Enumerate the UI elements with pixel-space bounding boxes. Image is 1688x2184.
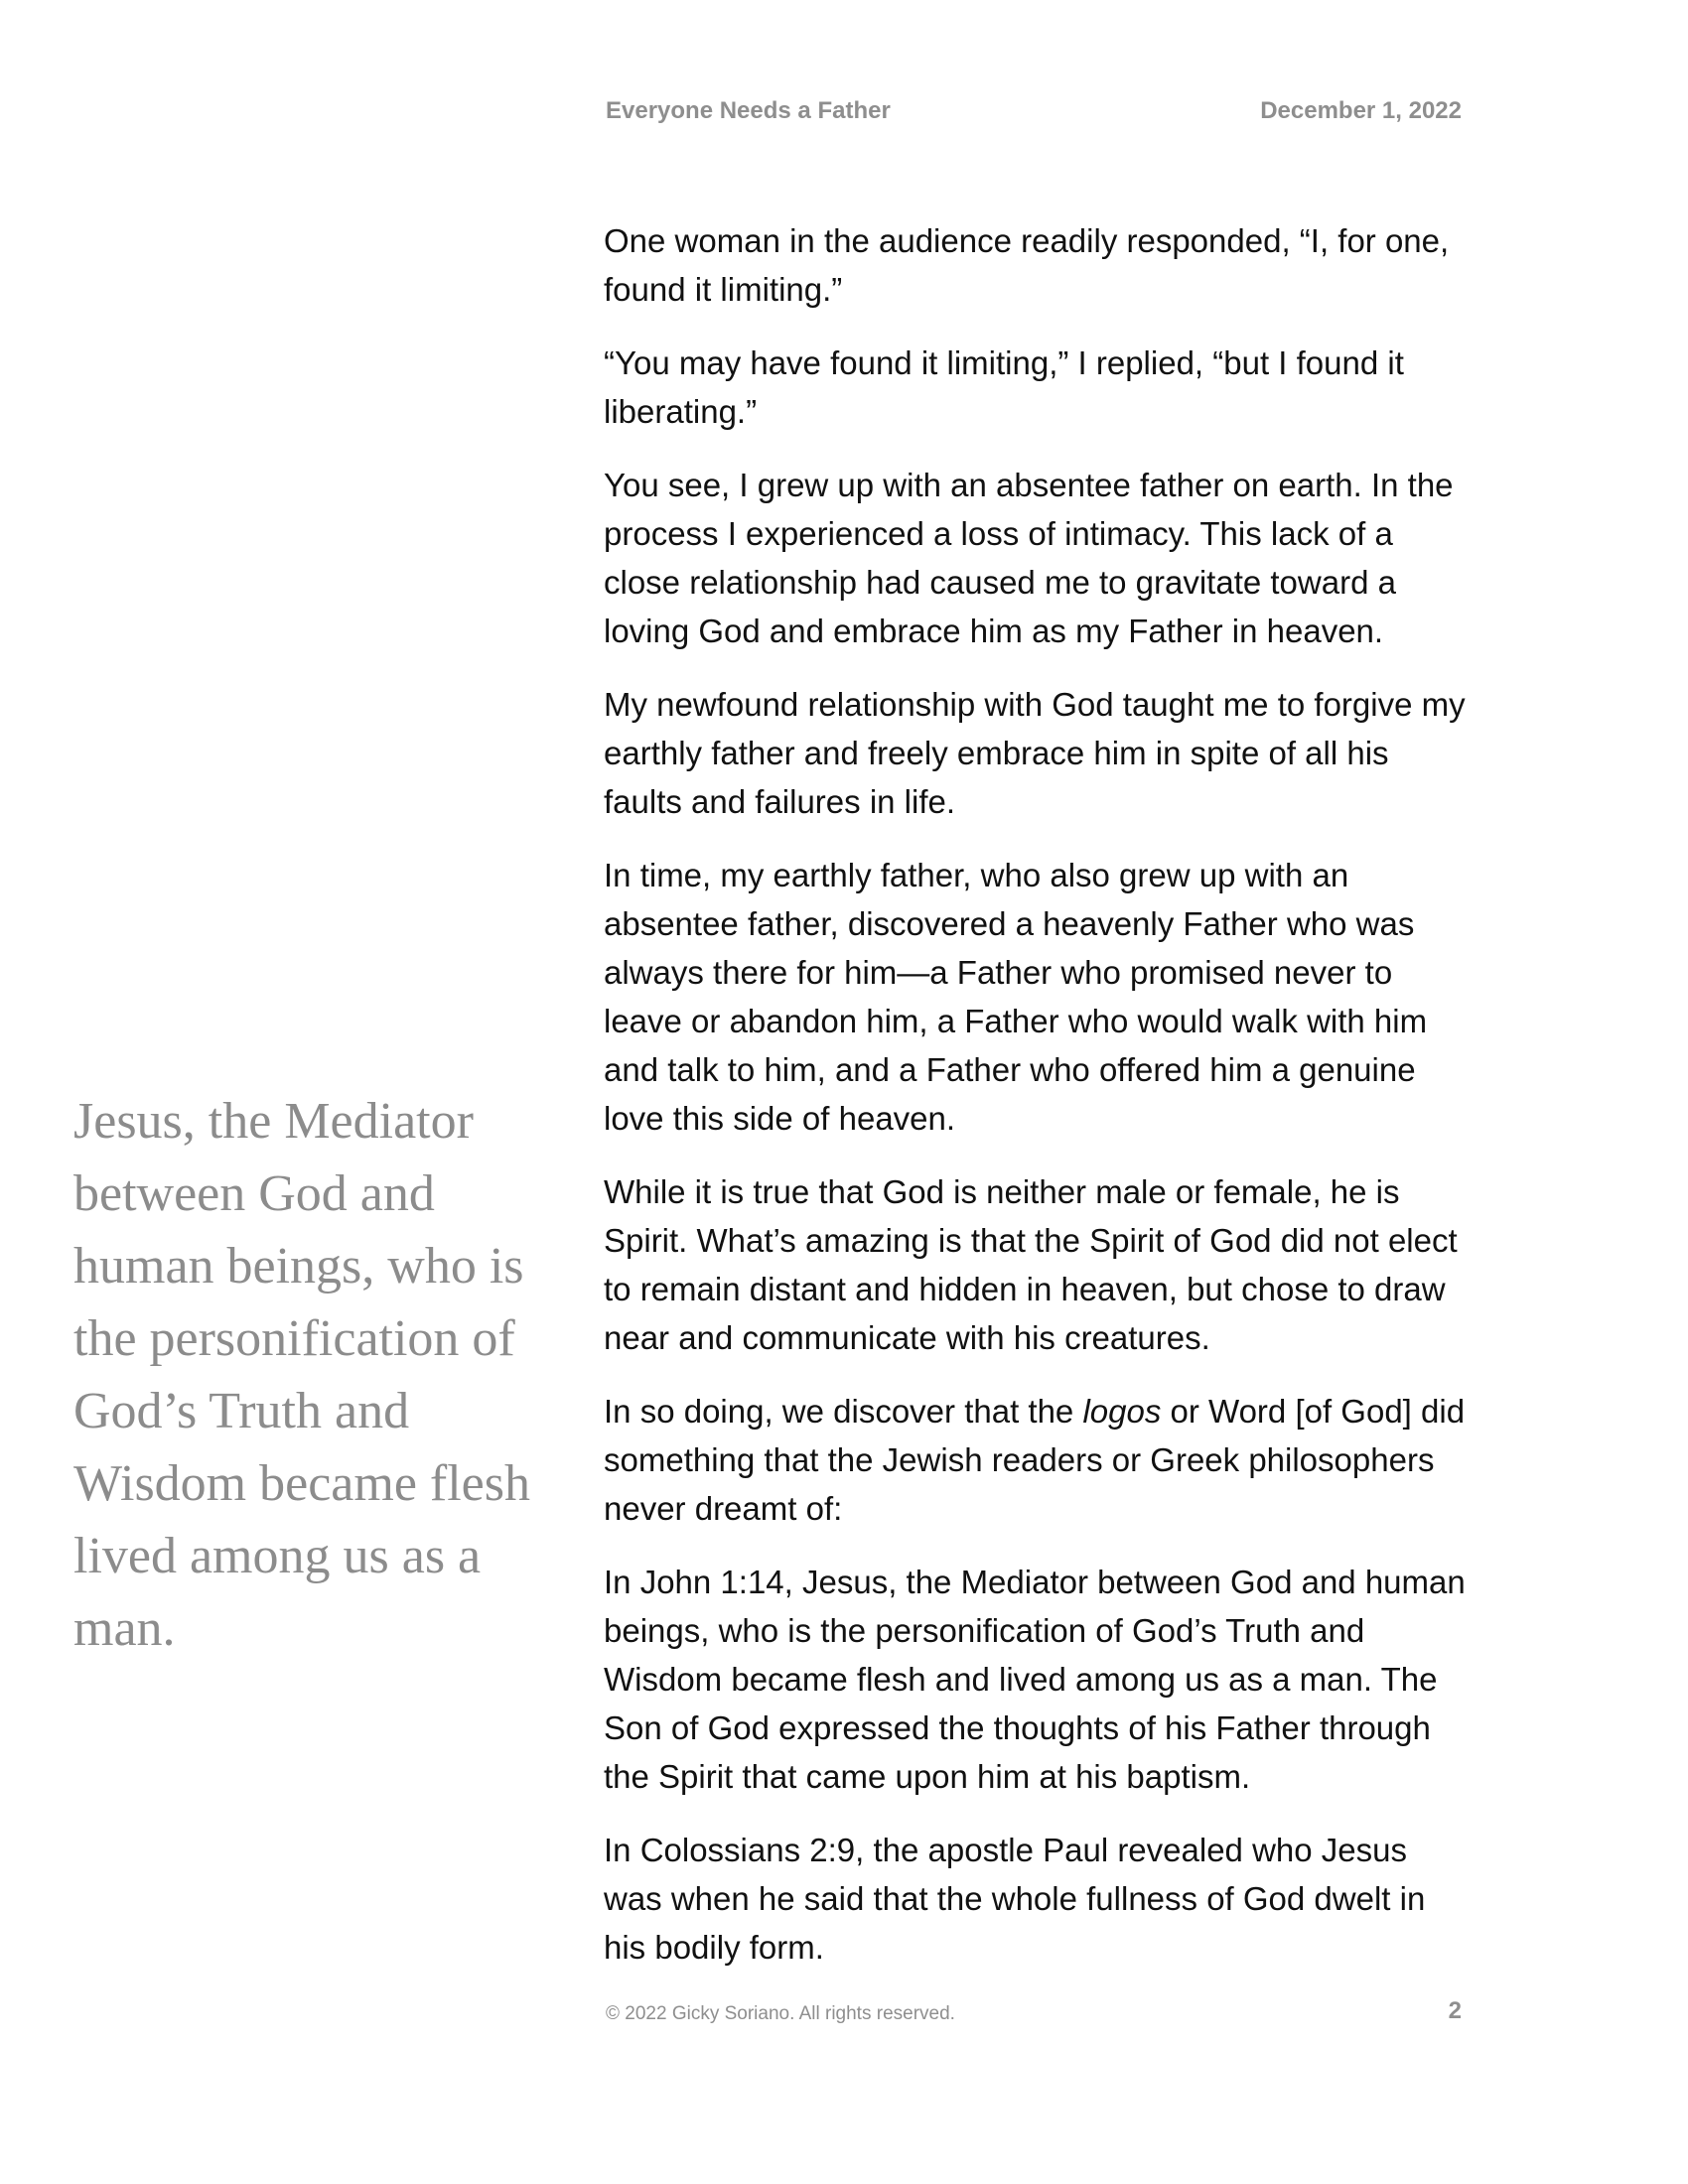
- page-header: [606, 97, 1462, 137]
- paragraph: In John 1:14, Jesus, the Mediator between God and human beings, who is the personification of God’s Truth and Wisdom became flesh and lived among us as a man. The Son of God expressed the thoughts of his Father through the Spirit that came upon him at his baptism.: [604, 1564, 1466, 1795]
- paragraph: In time, my earthly father, who also grew up with an absentee father, discovered a heavenly Father who was always there for him—a Father who promised never to leave or abandon him, a Father who would walk with him and talk to him, and a Father who offered him a genuine love this side of heaven.: [604, 857, 1428, 1137]
- paragraph: While it is true that God is neither male or female, he is Spirit. What’s amazing is that the Spirit of God did not elect to remain distant and hidden in heaven, but chose to draw near and communicate with his creatures.: [604, 1173, 1458, 1356]
- page-number: 2: [1448, 1997, 1462, 2024]
- page-footer: [606, 1997, 1462, 2037]
- copyright-notice: © 2022 Gicky Soriano. All rights reserved.: [606, 2003, 955, 2024]
- paragraph: In Colossians 2:9, the apostle Paul revealed who Jesus was when he said that the whole fullness of God dwelt in his bodily form.: [604, 1832, 1426, 1966]
- document-title: Everyone Needs a Father: [606, 97, 891, 124]
- paragraph-text: or Word [of God] did something that the Jewish readers or Greek philosophers never dreamt of:: [604, 1393, 1466, 1527]
- paragraph: My newfound relationship with God taught me to forgive my earthly father and freely embrace him in spite of all his faults and failures in life.: [604, 686, 1466, 820]
- body-text: [604, 216, 1468, 1996]
- pull-quote: Jesus, the Mediator between God and human beings, who is the personification of God’s Truth and Wisdom became flesh lived among us as a man.: [73, 1093, 530, 1657]
- paragraph: One woman in the audience readily responded, “I, for one, found it limiting.”: [604, 222, 1450, 308]
- paragraph: “You may have found it limiting,” I replied, “but I found it liberating.”: [604, 344, 1404, 430]
- paragraph: [604, 1387, 1468, 1533]
- document-date: December 1, 2022: [1260, 97, 1462, 124]
- paragraph-text: In so doing, we discover that the: [604, 1393, 1083, 1430]
- italic-term: logos: [1082, 1393, 1162, 1430]
- paragraph: You see, I grew up with an absentee father on earth. In the process I experienced a loss of intimacy. This lack of a close relationship had caused me to gravitate toward a loving God and embrace him as my Father in heaven.: [604, 467, 1454, 649]
